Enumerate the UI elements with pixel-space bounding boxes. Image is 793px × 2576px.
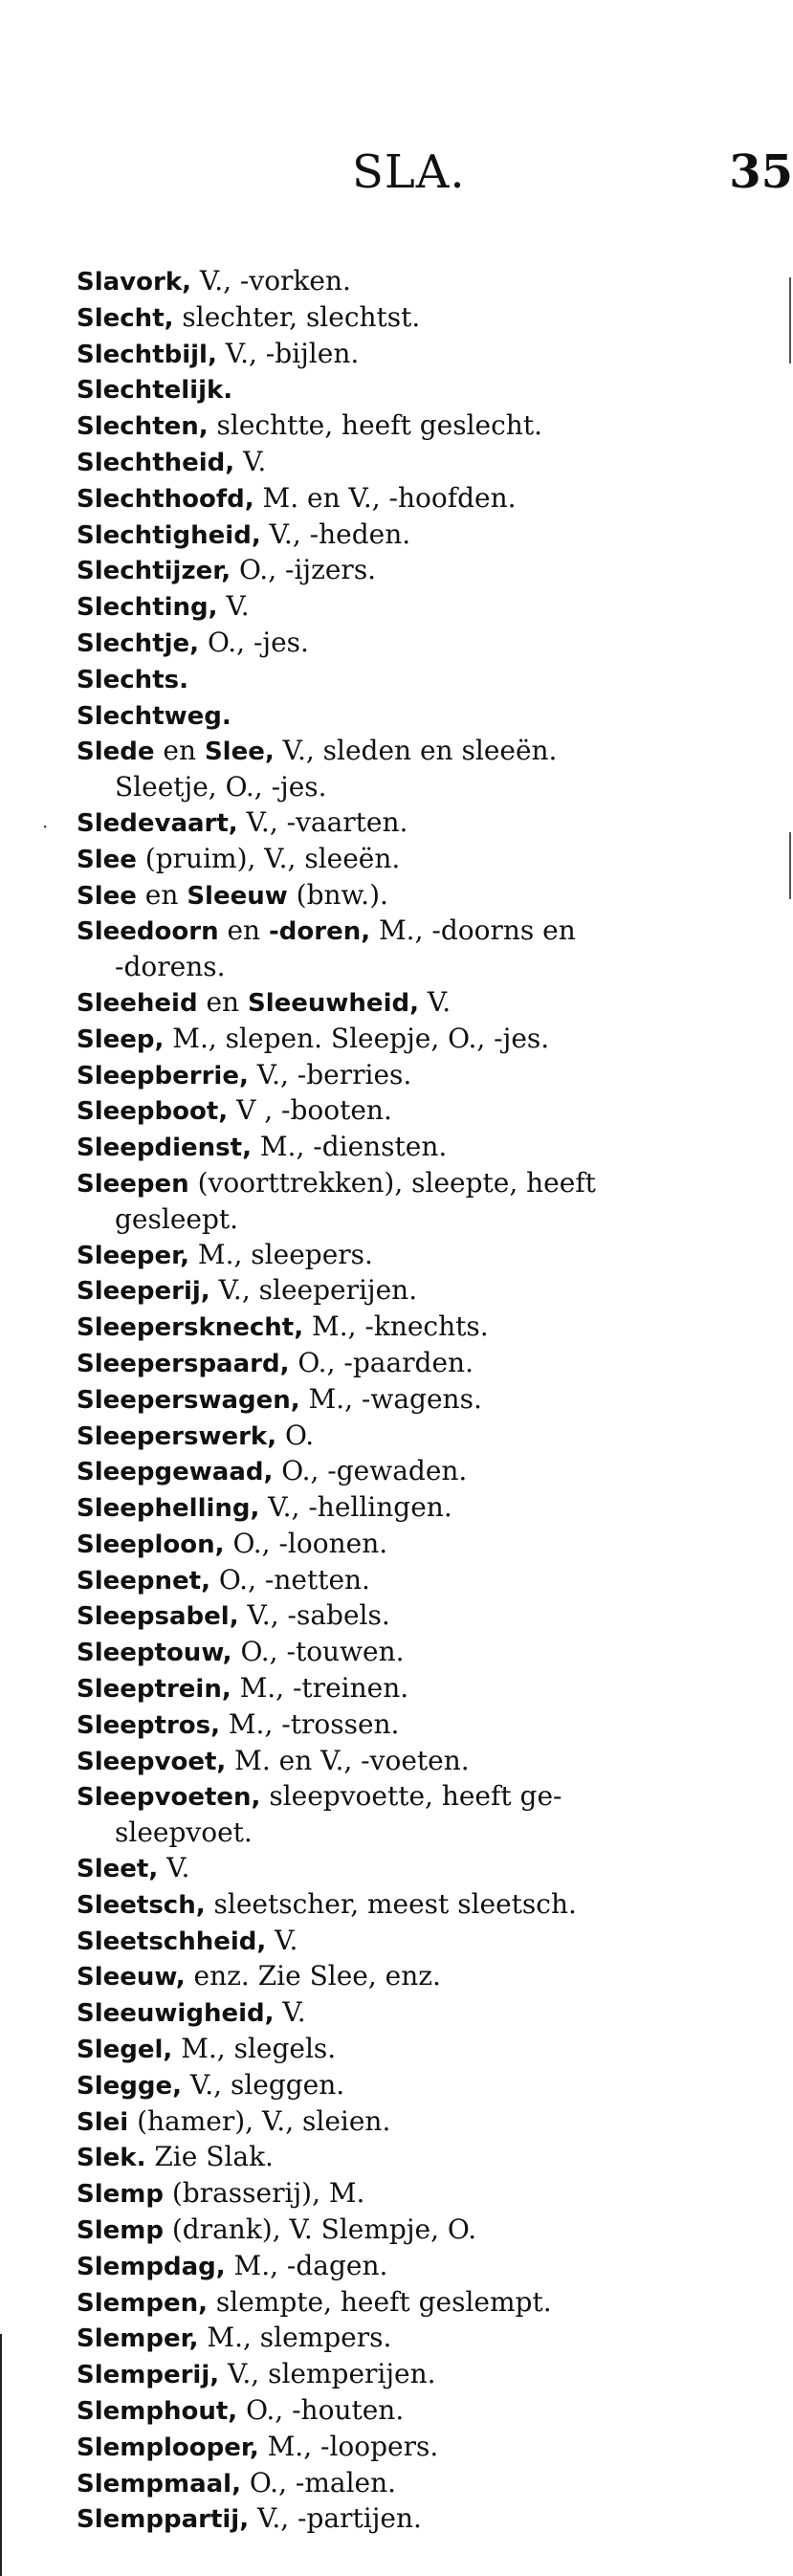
entry-continuation-text: sleepvoet. [115, 1816, 253, 1849]
entry-definition: M. en V., -hoofden. [253, 481, 517, 514]
dictionary-entry [77, 1022, 765, 1058]
entry-definition: O., -houten. [237, 2394, 405, 2427]
dictionary-entry [77, 2285, 765, 2322]
entry-continuation [77, 1202, 765, 1238]
entry-headword: Sledevaart, [77, 808, 238, 838]
dictionary-entry [77, 2321, 765, 2357]
entry-definition: enz. Zie Slee, enz. [185, 1960, 441, 1993]
dictionary-entry [77, 1527, 765, 1563]
entry-headword: Sleep, [77, 1024, 165, 1054]
dictionary-entry [77, 1779, 765, 1816]
dictionary-entry [77, 2466, 765, 2502]
dictionary-entry [77, 2140, 765, 2176]
entry-continuation [77, 950, 765, 985]
entry-headword-variant: Sleeuw [187, 881, 288, 911]
entry-definition-variant: V., sleden en sleeën. [274, 735, 558, 767]
entry-definition: V., sleggen. [182, 2068, 345, 2101]
entry-headword: Sleeperspaard, [77, 1349, 290, 1378]
entry-headword: Slechtijzer, [77, 557, 231, 586]
entry-definition: M., -knechts. [303, 1310, 489, 1343]
entry-headword: Slemp [77, 2180, 164, 2210]
entry-definition: O. [276, 1419, 315, 1451]
entry-headword: Sleeptouw, [77, 1639, 232, 1668]
entry-definition: en [154, 735, 205, 767]
entry-continuation-text: Sleetje, O., -jes. [115, 771, 327, 804]
entry-definition: V., -heden. [260, 517, 411, 550]
entry-definition: slempte, heeft geslempt. [208, 2285, 552, 2318]
entry-headword: Sleetsch, [77, 1890, 206, 1920]
dictionary-entry [77, 985, 765, 1022]
entry-headword: Sleeuw, [77, 1963, 186, 1993]
dictionary-entry [77, 842, 765, 878]
dictionary-entry [77, 1346, 765, 1382]
entry-definition: V., -hellingen. [259, 1491, 452, 1524]
entry-headword: Slechtbijl, [77, 340, 217, 369]
dictionary-entry [77, 1959, 765, 1995]
entry-definition: V., -partijen. [249, 2502, 422, 2535]
entry-headword: Sleepen [77, 1169, 189, 1199]
entry-headword: Slemp [77, 2216, 164, 2246]
entry-definition-variant: M., -doorns en [370, 914, 576, 947]
dictionary-entry [77, 2430, 765, 2466]
dictionary-entry [77, 589, 765, 626]
entry-definition: V., sleeperijen. [209, 1274, 418, 1307]
entry-definition: V., -vorken. [190, 265, 351, 297]
entry-definition: slechtte, heeft geslecht. [208, 409, 542, 442]
entry-definition: V. [274, 1996, 306, 2029]
entry-definition: O., -netten. [209, 1563, 370, 1596]
entry-headword: Slechts. [77, 665, 188, 694]
entry-definition: M., -wagens. [299, 1382, 482, 1415]
entry-definition: M. en V., -voeten. [226, 1744, 470, 1776]
entry-definition: O., -paarden. [289, 1346, 474, 1378]
entry-definition: (pruim), V., sleeën. [136, 842, 401, 874]
entry-headword: Sleedoorn [77, 917, 219, 947]
entry-definition: V., -vaarten. [237, 805, 408, 838]
entry-headword: Slechten, [77, 412, 209, 442]
entry-definition: V , -booten. [228, 1094, 392, 1127]
entry-definition: V., slemperijen. [219, 2358, 436, 2390]
entry-headword: Sleet, [77, 1855, 159, 1884]
entry-definition: V., -berries. [248, 1058, 412, 1090]
entry-definition: (drank), V. Slempje, O. [163, 2213, 477, 2246]
dictionary-entry [77, 698, 765, 735]
entry-definition: en [218, 914, 269, 947]
right-edge-mark [789, 832, 791, 899]
entry-definition: M., slegels. [172, 2033, 337, 2065]
entry-headword: Slemphout, [77, 2397, 238, 2427]
dictionary-entry [77, 1454, 765, 1490]
entry-headword: Slempen, [77, 2288, 208, 2318]
entry-headword: Slee [77, 845, 137, 874]
entry-headword: Slemplooper, [77, 2433, 259, 2462]
dictionary-entry [77, 2213, 765, 2249]
entry-definition: M., -diensten. [251, 1131, 448, 1163]
dictionary-entry [77, 878, 765, 914]
entry-definition-variant: (bnw.). [287, 878, 388, 911]
dictionary-entry [77, 445, 765, 481]
dictionary-entry [77, 2104, 765, 2141]
dictionary-entry [42, 805, 765, 842]
dictionary-entry [77, 1598, 765, 1635]
entry-definition: sleetscher, meest sleetsch. [205, 1887, 577, 1920]
entry-headword-variant: Sleeuwheid, [247, 988, 419, 1018]
dictionary-entry [77, 1635, 765, 1671]
entry-definition: O., -ijzers. [231, 554, 377, 586]
dictionary-entry [77, 1671, 765, 1707]
entry-definition: V., -bijlen. [216, 337, 360, 369]
dictionary-entry [77, 2068, 765, 2104]
dictionary-entry [77, 2357, 765, 2393]
entry-definition: (hamer), V., sleien. [128, 2104, 391, 2137]
entry-headword: Slechtje, [77, 628, 200, 658]
dictionary-entry [77, 1382, 765, 1419]
entry-headword-variant: -doren, [268, 917, 371, 947]
entry-definition: O., -touwen. [231, 1636, 405, 1668]
dictionary-entry [77, 517, 765, 554]
entry-definition: M., -loopers. [258, 2430, 439, 2462]
entry-headword: Slechthoofd, [77, 484, 254, 514]
entry-headword: Slemper, [77, 2324, 199, 2354]
dictionary-entry [77, 1310, 765, 1346]
entry-headword: Slechtweg. [77, 701, 231, 731]
entry-headword: Sleepsabel, [77, 1602, 239, 1632]
entry-headword: Slechtigheid, [77, 520, 261, 550]
dictionary-entry [77, 2393, 765, 2430]
entry-definition: O., -loonen. [224, 1527, 388, 1559]
entry-continuation [77, 1816, 765, 1851]
entry-headword: Sleeptrein, [77, 1675, 231, 1705]
dictionary-entry [77, 300, 765, 337]
dictionary-entry [77, 2249, 765, 2285]
page-number: 35 [729, 145, 793, 199]
dictionary-entry [77, 408, 765, 445]
dictionary-entry [77, 2032, 765, 2068]
dictionary-entry [77, 1995, 765, 2032]
entry-headword: Sleeperswagen, [77, 1385, 300, 1415]
dictionary-entry [77, 1130, 765, 1166]
dictionary-entry [77, 1419, 765, 1455]
dictionary-entry [77, 914, 765, 950]
entry-headword: Sleepgewaad, [77, 1458, 274, 1487]
dictionary-entry [77, 1887, 765, 1924]
entry-headword: Sleepdienst, [77, 1134, 252, 1163]
entry-definition: O., -jes. [199, 626, 309, 658]
entry-headword: Slechtelijk. [77, 376, 233, 406]
dictionary-entry [77, 1490, 765, 1527]
entry-definition: V. [234, 445, 267, 477]
dictionary-entry [77, 734, 765, 770]
entry-headword: Slemperij, [77, 2361, 220, 2390]
entry-continuation-text: gesleept. [115, 1202, 239, 1235]
entry-definition: M., sleepers. [189, 1238, 373, 1270]
entry-definition: M., -treinen. [231, 1672, 409, 1705]
entry-definition: V. [266, 1924, 298, 1956]
entry-headword: Slede [77, 738, 155, 767]
entry-headword: Sleepvoet, [77, 1747, 227, 1776]
entry-headword: Slemppartij, [77, 2505, 250, 2535]
entry-headword: Sleeuwigheid, [77, 1999, 275, 2029]
dictionary-entry [77, 2176, 765, 2213]
dictionary-entry [77, 1563, 765, 1599]
entry-definition: en [197, 985, 248, 1018]
dictionary-entry [77, 337, 765, 373]
entry-definition: O., -malen. [240, 2466, 397, 2499]
entry-headword: Slei [77, 2107, 129, 2137]
dictionary-entry [77, 1707, 765, 1744]
entry-headword: Sleeperswerk, [77, 1421, 277, 1451]
entry-headword: Sleeperij, [77, 1277, 210, 1307]
page-header-title: SLA. [352, 145, 466, 199]
entry-definition: (voorttrekken), sleepte, heeft [188, 1166, 596, 1199]
entry-headword: Sleeheid [77, 988, 198, 1018]
entry-definition: M., -dagen. [225, 2249, 388, 2281]
dictionary-entry [77, 1273, 765, 1310]
entry-headword: Slechting, [77, 593, 218, 623]
entry-continuation [77, 770, 765, 805]
dictionary-entry [77, 1238, 765, 1274]
entry-definition: en [136, 878, 187, 911]
entry-definition: V., -sabels. [238, 1599, 390, 1632]
left-margin-line [0, 2334, 2, 2576]
dictionary-entry [77, 1851, 765, 1887]
entry-headword: Sleetschheid, [77, 1926, 267, 1956]
entry-definition-variant: V. [418, 985, 452, 1018]
entry-headword: Slavork, [77, 268, 191, 297]
entry-list [42, 264, 765, 2538]
dictionary-entry [77, 1058, 765, 1094]
entry-headword: Slek. [77, 2144, 146, 2173]
dictionary-entry [77, 626, 765, 662]
entry-definition: V. [158, 1852, 190, 1884]
entry-continuation-text: -dorens. [115, 951, 226, 983]
entry-headword-variant: Slee, [204, 738, 275, 767]
entry-headword: Sleepnet, [77, 1566, 210, 1596]
entry-definition: M., slepen. Sleepje, O., -jes. [164, 1022, 550, 1054]
dictionary-entry [77, 1093, 765, 1130]
dictionary-entry [77, 372, 765, 408]
entry-headword: Slegge, [77, 2071, 183, 2101]
dictionary-entry [77, 1924, 765, 1960]
entry-definition: (brasserij), M. [163, 2177, 365, 2210]
dictionary-entry [77, 1166, 765, 1202]
entry-headword: Slegel, [77, 2036, 173, 2065]
dictionary-entry [77, 553, 765, 589]
entry-definition: Zie Slak. [145, 2141, 274, 2173]
entry-headword: Slee [77, 881, 137, 911]
entry-headword: Slempdag, [77, 2252, 226, 2281]
margin-dot-mark: · [42, 814, 49, 838]
dictionary-entry [77, 481, 765, 517]
entry-definition: sleepvoette, heeft ge- [260, 1780, 562, 1813]
entry-definition: M., slempers. [198, 2322, 392, 2354]
entry-headword: Slechtheid, [77, 448, 235, 477]
right-edge-mark [789, 277, 791, 363]
entry-headword: Slempmaal, [77, 2469, 241, 2499]
entry-definition: M., -trossen. [219, 1707, 400, 1740]
entry-headword: Sleepersknecht, [77, 1313, 304, 1343]
entry-headword: Sleepvoeten, [77, 1783, 261, 1813]
entry-definition: O., -gewaden. [273, 1455, 468, 1487]
dictionary-entry [77, 2501, 765, 2538]
entry-headword: Sleeploon, [77, 1530, 225, 1559]
entry-headword: Sleephelling, [77, 1494, 260, 1524]
dictionary-entry [77, 1744, 765, 1780]
dictionary-entry [77, 264, 765, 300]
entry-definition: slechter, slechtst. [173, 300, 421, 333]
entry-headword: Sleepberrie, [77, 1061, 249, 1090]
entry-headword: Sleeptros, [77, 1710, 220, 1740]
entry-headword: Sleeper, [77, 1241, 190, 1270]
entry-definition: V. [217, 590, 250, 623]
entry-headword: Sleepboot, [77, 1097, 229, 1127]
entry-headword: Slecht, [77, 303, 174, 333]
dictionary-entry [77, 662, 765, 698]
